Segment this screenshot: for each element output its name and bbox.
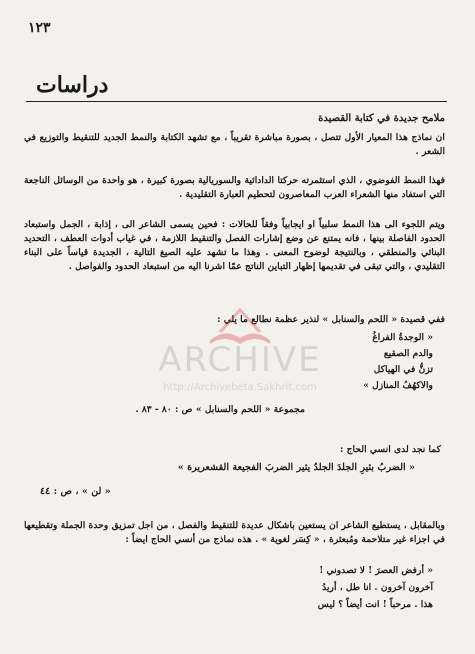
paragraph-6: وبالمقابل ، يستطيع الشاعر ان يستعين باشكال عديدة للتنقيط والفصل ، من اجل تمزيق وحدة الجملة وتقطيعها في اجزاء غير متلاحمة ومُبعثرة ، « كِسَر لغوية » . هذه نماذج من أنسي الحاج ايضاً : — [24, 520, 445, 545]
poem-excerpt-1 — [363, 330, 433, 394]
citation-2: « لن » ، ص : ٤٤ — [40, 486, 111, 497]
article-heading: ملامح جديدة في كتابة القصيدة — [318, 113, 445, 124]
poem-line: آخرون آخرون . انا طل ، أريدُ — [322, 582, 433, 593]
paragraph-1: ان نماذج هذا المعيار الأول تتصل ، بصورة مباشرة تقريباً ، مع تشهد الكتابة والنمط الجديد للتنقيط والتوزيع في الشعر . — [24, 132, 445, 157]
poem-excerpt-2 — [318, 562, 433, 613]
poem-line: هذا . مرحباً ! انت أيضاً ؟ ليس — [317, 599, 433, 610]
poem-line: والاكهُفُ المنازل » — [363, 380, 433, 391]
header-rule — [26, 101, 447, 102]
quote: « الضربُ بثيرِ الجلدَ الجلدُ يثير الضربَ الفجيعة القشعريرة » — [177, 462, 415, 473]
poem-line: « أرفض العصرَ ! لا تصدوني ! — [319, 565, 433, 576]
section-title: دراسات — [36, 72, 109, 98]
watermark-text: ARCHIVE — [158, 340, 322, 380]
watermark-url: http://Archivebeta.Sakhrit.com — [163, 382, 317, 393]
poem-line: تزنُّ في الهياكل — [373, 364, 433, 375]
paragraph-4: ففي قصيدة « اللحم والسنابل » لنذير عظمة نطالع ما يلي : — [217, 314, 445, 325]
archive-watermark — [155, 300, 325, 410]
paragraph-3: ويتم اللجوء الى هذا النمط سلبياً او ايجابياً وفقاً للحالات : فحين يسمى الشاعر الى ، إذابة ، الجمل واستبعاد الحدود الفاصلة بينها ، فانه يمتنع عن وضع إشارات الفصل والتنقيط اللازمة ، في غياب أدوات العطف ، التحديد البنائي والمنطقي ، وبالنتيجة لوضوح المعنى . وهذا ما تشهد عليه الصيغ التالية ، الجديدة قياساً على البناء التقليدي ، والتي تبقى في تقديمها إظهار التباين الناتج عمّا اشرنا اليه من استبعاد الحدود والفواصل . — [24, 219, 445, 272]
paragraph-5: كما نجد لدى انسي الحاج : — [340, 444, 441, 455]
paragraph-2: فهذا النمط الفوضوي ، الذي استثمرته حركتا الدادائية والسوريالية بصورة كبيرة ، هو واحدة من الوسائل الناجعة التي استفاد منها الشعراء العرب المعاصرون لتحطيم العبارة التقليدية . — [24, 175, 445, 200]
poem-line: والدم الصقيع — [383, 348, 433, 359]
citation-1: مجموعة « اللحم والسنابل » ص : ٨٠ - ٨٣ . — [135, 404, 305, 415]
page-number: ١٢٣ — [28, 20, 51, 36]
poem-line: « الوجدةُ الفراغُ — [372, 332, 433, 343]
